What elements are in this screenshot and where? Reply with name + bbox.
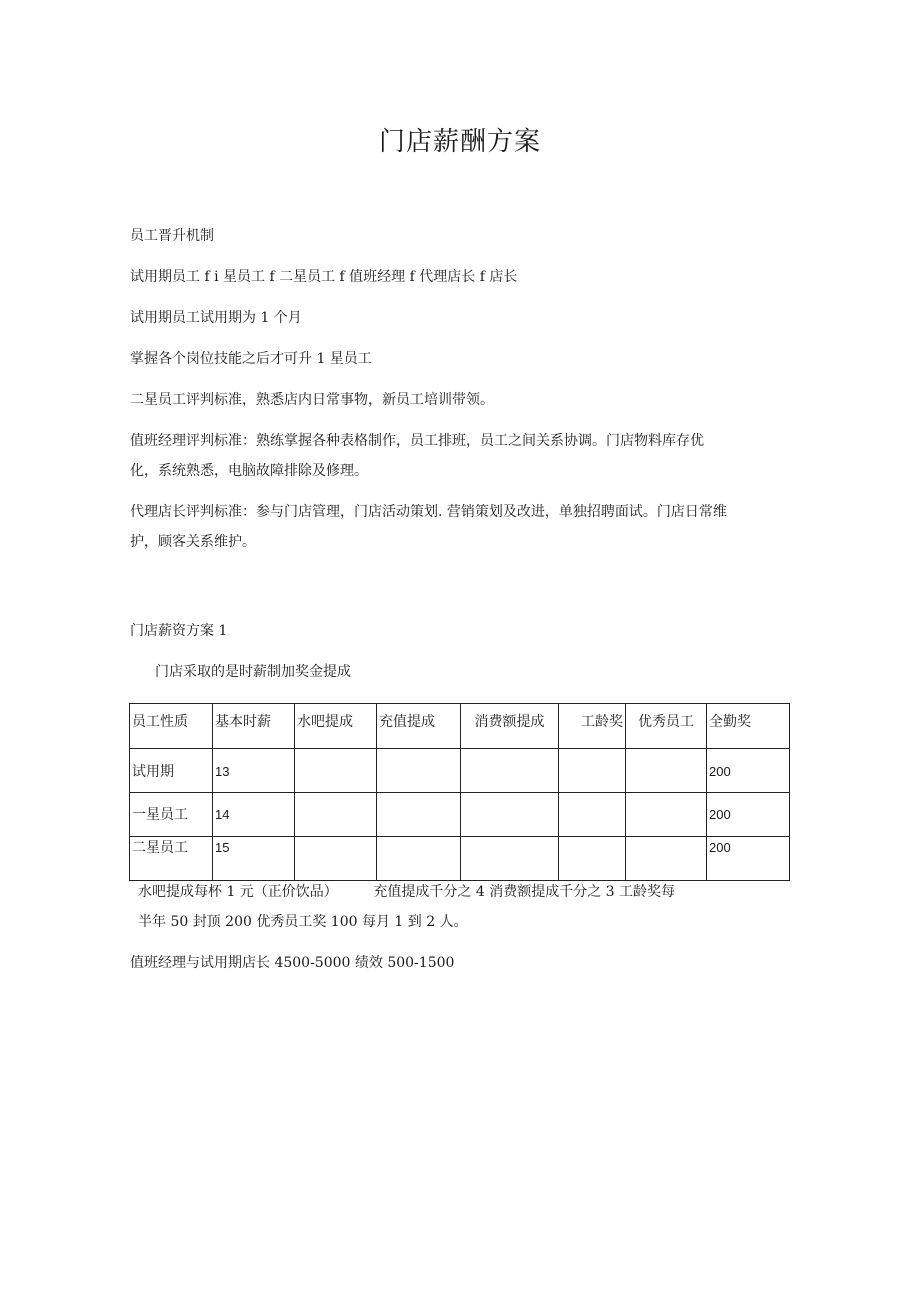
column-header: 员工性质 [130, 704, 213, 749]
table-cell [377, 793, 461, 837]
column-header: 基本时薪 [213, 704, 295, 749]
table-cell [626, 749, 707, 793]
page-title: 门店薪酬方案 [378, 127, 541, 157]
column-header: 优秀员工 [626, 704, 707, 749]
salary-plan-heading: 门店薪资方案 1 [130, 623, 228, 639]
column-header: 水吧提成 [295, 704, 377, 749]
manager-criteria-line2: 化，系统熟悉，电脑故障排除及修理。 [130, 463, 368, 479]
table-cell [461, 793, 559, 837]
column-header: 消费额提成 [461, 704, 559, 749]
table-cell: 一星员工 [130, 793, 213, 837]
column-header: 工龄奖 [559, 704, 626, 749]
trial-period-text: 试用期员工试用期为 1 个月 [130, 310, 302, 326]
table-row [130, 749, 790, 793]
commission-note-line2: 半年 50 封顶 200 优秀员工奖 100 每月 1 到 2 人。 [138, 914, 468, 930]
table-row [130, 837, 790, 881]
table-cell [559, 793, 626, 837]
table-cell: 200 [707, 837, 790, 881]
table-cell: 二星员工 [130, 837, 213, 881]
manager-criteria-line1: 值班经理评判标准：熟练掌握各种表格制作，员工排班，员工之间关系协调。门店物料库存优 [130, 433, 704, 449]
table-header-row [130, 704, 790, 749]
table-cell: 14 [213, 793, 295, 837]
skills-text: 掌握各个岗位技能之后才可升 1 星员工 [130, 351, 372, 367]
manager-salary-text: 值班经理与试用期店长 4500-5000 绩效 500-1500 [130, 955, 455, 971]
table-cell: 200 [707, 749, 790, 793]
table-cell [559, 837, 626, 881]
table-cell [626, 793, 707, 837]
table-cell: 15 [213, 837, 295, 881]
table-cell [377, 749, 461, 793]
acting-manager-criteria-line1: 代理店长评判标准：参与门店管理，门店活动策划. 营销策划及改进，单独招聘面试。门店日常维 [130, 504, 727, 520]
table-cell [559, 749, 626, 793]
column-header: 全勤奖 [707, 704, 790, 749]
salary-table [129, 703, 790, 881]
column-header: 充值提成 [377, 704, 461, 749]
table-cell: 试用期 [130, 749, 213, 793]
table-cell [626, 837, 707, 881]
table-cell [295, 837, 377, 881]
table-cell [295, 793, 377, 837]
table-cell [461, 749, 559, 793]
acting-manager-criteria-line2: 护，顾客关系维护。 [130, 534, 256, 550]
table-cell [295, 749, 377, 793]
promotion-heading: 员工晋升机制 [130, 228, 214, 244]
table-cell [377, 837, 461, 881]
table-cell [461, 837, 559, 881]
table-cell: 13 [213, 749, 295, 793]
commission-note-line1: 水吧提成每杯 1 元（正价饮品） 充值提成千分之 4 消费额提成千分之 3 工龄奖每 [138, 884, 676, 900]
salary-plan-intro: 门店采取的是时薪制加奖金提成 [155, 664, 351, 680]
table-cell: 200 [707, 793, 790, 837]
promotion-path: 试用期员工 f i 星员工 f 二星员工 f 值班经理 f 代理店长 f 店长 [130, 269, 518, 285]
table-row [130, 793, 790, 837]
two-star-criteria: 二星员工评判标准，熟悉店内日常事物，新员工培训带领。 [130, 392, 494, 408]
